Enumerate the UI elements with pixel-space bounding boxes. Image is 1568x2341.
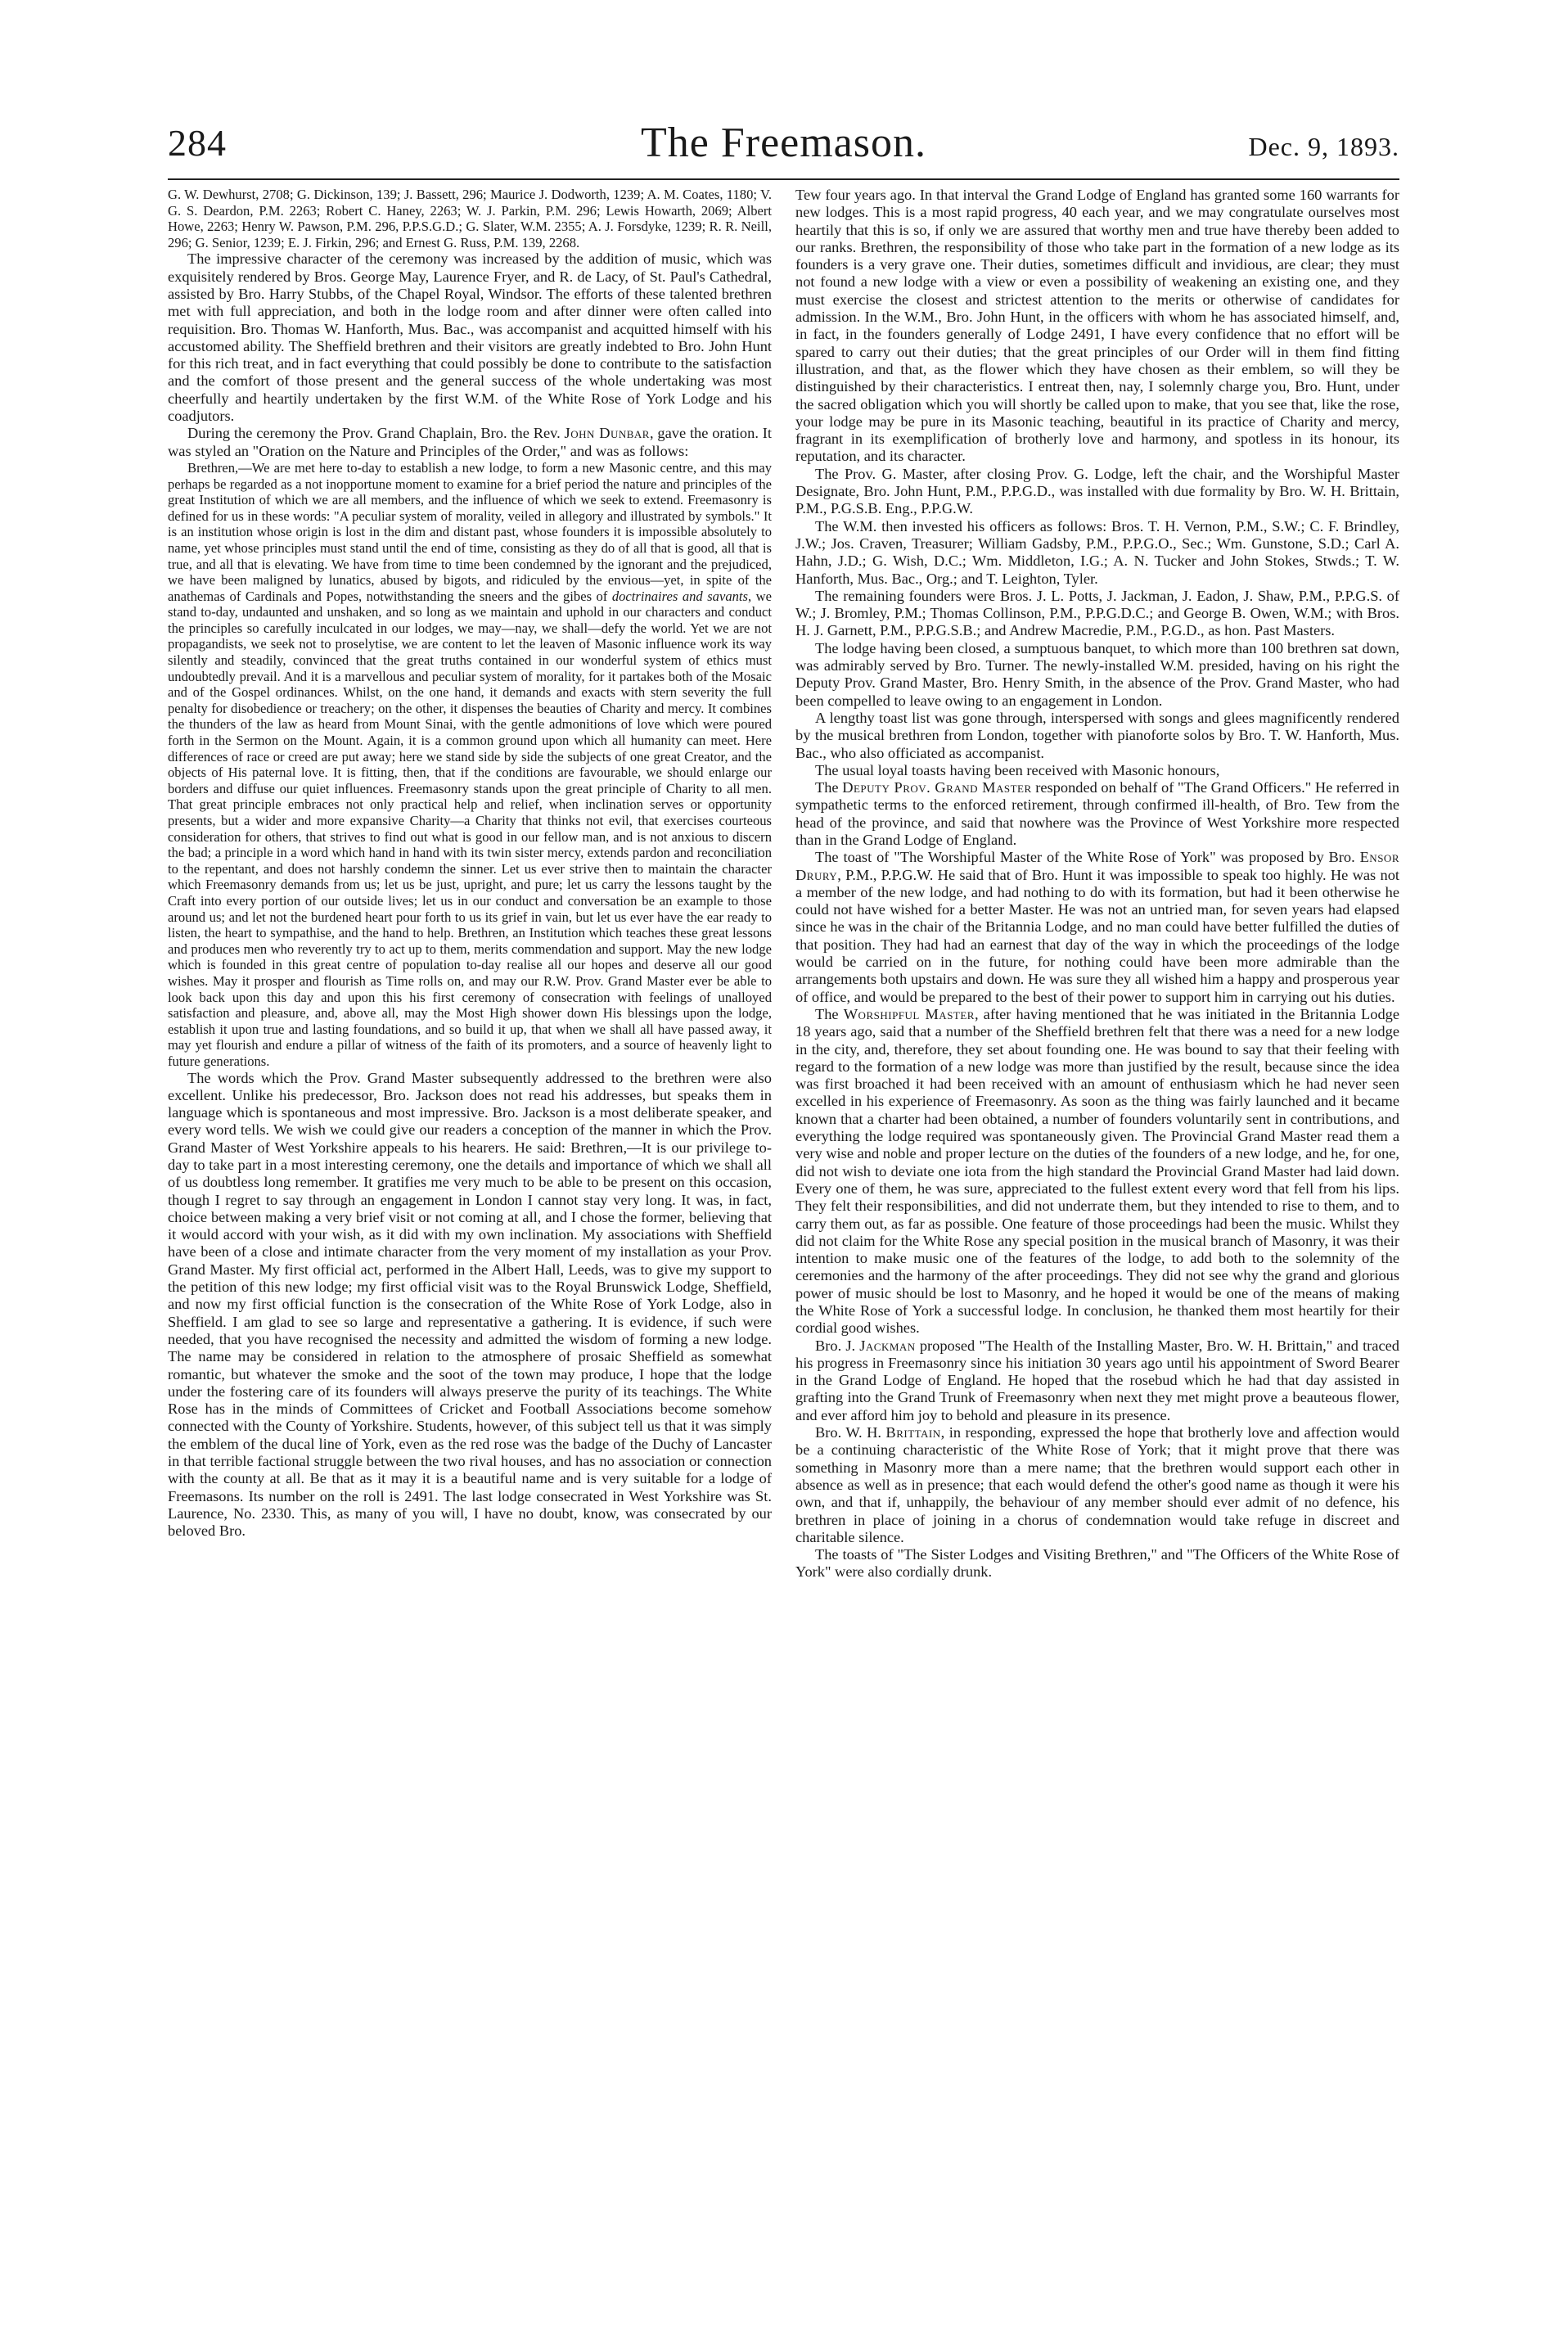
- paragraph-founders: The remaining founders were Bros. J. L. Potts, J. Jackman, J. Eadon, J. Shaw, P.M., P.P.G.S. of W.; J. Bromley, P.M.; Thomas Collinson, P.M., P.P.G.D.C.; and George B. Owen, W.M.; with Bros. H. J. Garnett, P.M., P.P.G.S.B.; and Andrew Macredie, P.M., P.G.D., as hon. Past Masters.: [795, 587, 1399, 639]
- page-number: 284: [168, 122, 227, 164]
- text-run: , we stand to-day, undaunted and unshaken, and so long as we maintain and uphold in our characters and conduct the principles so carefully inculcated in our lodges, we may—nay, we shall—defy the world. Yet we are not propagandists, we seek not to proselytise, we are content to let the leaven of Masonic influence work its way silently and steadily, convinced that the great truths contained in our wonderful system of ethics must undoubtedly prevail. And it is a marvellous and peculiar system of morality, for it partakes both of the Mosaic and of the Gospel ordinances. Whilst, on the one hand, it demands and exacts with stern severity the full penalty for disobedience or treachery; on the other, it dispenses the beauties of Charity and mercy. It combines the thunders of the law as heard from Mount Sinai, with the gentle admonitions of love which were poured forth in the Sermon on the Mount. Again, it is a common ground upon which all humanity can meet. Here differences of race or creed are put away; here we stand side by side the subjects of one great Creator, and the objects of His paternal love. It is fitting, then, that if the conditions are favourable, we should enlarge our borders and diffuse our quiet influences. Freemasonry stands upon the great principle of Charity to all men. That great principle embraces not only practical help and relief, when inclination serves or opportunity presents, but a wider and more expansive Charity—a Charity that thinks not evil, that exercises courteous consideration for others, that strives to find out what is good in our fellow man, and is not anxious to discern the bad; a principle in a word which hand in hand with its twin sister mercy, extends pardon and reconciliation to the repentant, and does not harshly condemn the sinner. Let us ever strive then to maintain the character which Freemasonry demands from us; let us be just, upright, and pure; let us carry the lessons taught by the Craft into every portion of our outside lives; let us in our conduct and conversation be an example to those around us; and let not the burdened heart pour forth to us its grief in vain, but let us ever have the ear ready to listen, the heart to sympathise, and the hand to help. Brethren, an Institution which teaches these great lessons and produces men who reverently try to act up to them, merits commendation and support. May the new lodge which is founded in this great centre of population to-day realise all our hopes and deserve all our good wishes. May it prosper and flourish as Time rolls on, and may our R.W. Prov. Grand Master ever be able to look back upon this day and upon this his first ceremony of consecration with feelings of unalloyed satisfaction and pleasure, and, above all, may the Most High shower down His blessings upon the lodge, establish it upon true and lasting foundations, and so build it up, that when we shall all have passed away, it may yet flourish and endure a pillar of witness of the faith of its promoters, and a source of heavenly light to future generations.: [168, 588, 772, 1069]
- text-run: Bro. W. H.: [815, 1424, 886, 1441]
- speaker-name: Brittain: [885, 1424, 941, 1441]
- text-run: proposed "The Health of the Installing Master, Bro. W. H. Brittain," and traced his progress in Freemasonry since his initiation 30 years ago until his appointment of Sword Bearer in the Grand Lodge of England. He hoped that the rosebud which he had that day assisted in grafting into the Grand Trunk of Freemasonry when next they met might prove a beauteous flower, and ever afford him joy to behold and pleasure in its presence.: [795, 1337, 1399, 1423]
- paragraph-music: The impressive character of the ceremony was increased by the addition of music, which was exquisitely rendered by Bros. George May, Laurence Fryer, and R. de Lacy, of St. Paul's Cathedral, assisted by Bro. Harry Stubbs, of the Chapel Royal, Windsor. The efforts of these talented brethren met with full appreciation, and both in the lodge room and after dinner were often called into requisition. Bro. Thomas W. Hanforth, Mus. Bac., was accompanist and acquitted himself with his accustomed ability. The Sheffield brethren and their visitors are greatly indebted to Bro. John Hunt for this rich treat, and in fact everything that could possibly be done to contribute to the satisfaction and the comfort of those present and the general success of the whole undertaking was most cheerfully and heartily undertaken by the first W.M. of the White Rose of York Lodge and his coadjutors.: [168, 250, 772, 425]
- text-run: The: [815, 779, 843, 796]
- left-column: [168, 187, 772, 2249]
- paragraph-installation: The Prov. G. Master, after closing Prov. G. Lodge, left the chair, and the Worshipful Master Designate, Bro. John Hunt, P.M., P.P.G.D., was installed with due formality by Bro. W. H. Brittain, P.M., P.G.S.B. Eng., P.P.G.W.: [795, 465, 1399, 517]
- paragraph-brittain-response: [795, 1424, 1399, 1546]
- text-run: , after having mentioned that he was initiated in the Britannia Lodge 18 years ago, said that a number of the Sheffield brethren felt that there was a need for a new lodge in the city, and, therefore, they set about founding one. He was bound to say that their feeling with regard to the formation of a new lodge was more than justified by the result, because since the idea was first broached it had been received with an amount of enthusiasm which he had never seen excelled in his experience of Freemasonry. As soon as the thing was fairly launched and it became known that a charter had been obtained, a number of founders voluntarily sent in contributions, and everything the lodge required was spontaneously given. The Provincial Grand Master read them a very wise and noble and proper lecture on the duties of the founders of a new lodge, and he, for one, did not wish to deviate one iota from the high standard the Provincial Grand Master had laid down. Every one of them, he was sure, appreciated to the fullest extent every word that fell from his lips. They felt their responsibilities, and did not underrate them, but they intended to rise to them, and to carry them out, as far as possible. One feature of those proceedings had been the music. Whilst they did not claim for the White Rose any special position in the musical branch of Masonry, it was their intention to make music one of the features of the lodge, to add both to the solemnity of the ceremonies and the harmony of the after proceedings. They did not see why the grand and glorious power of music should be lost to Masonry, and he hoped it would be one of the means of making the White Rose of York a successful lodge. In conclusion, he thanked them most heartily for their cordial good wishes.: [795, 1005, 1399, 1337]
- text-run: responded on behalf of "The Grand Officers." He referred in sympathetic terms to the enforced retirement, through confirmed ill-health, of Bro. Tew from the head of the province, and said that nowhere was the Province of West Yorkshire more respected than in the Grand Lodge of England.: [795, 779, 1399, 848]
- newspaper-title: The Freemason.: [640, 120, 926, 166]
- paragraph-address-continued: Tew four years ago. In that interval the Grand Lodge of England has granted some 160 warrants for new lodges. This is a most rapid progress, 40 each year, and we may congratulate ourselves most heartily that this is so, if only we are assured that worthy men and true have thereby been added to our ranks. Brethren, the responsibility of those who take part in the formation of a new lodge as its founders is a very grave one. Their duties, sometimes difficult and invidious, are clear; they must not found a new lodge with a view or even a possibility of weakening an existing one, and they must exercise the closest and strictest attention to the merits or otherwise of candidates for admission. In the W.M., Bro. John Hunt, in the officers with whom he has associated himself, and, in fact, in the founders generally of Lodge 2491, I have every confidence that no effort will be spared to carry out their duties; that the great principles of our Order will in them find fitting illustration, and that, as the flower which they have chosen as their emblem, so will they be distinguished by their characteristics. I entreat then, nay, I solemnly charge you, Bro. Hunt, under the sacred obligation which you will shortly be called upon to make, that you see that, like the rose, your lodge may be pure in its Masonic teaching, beautiful in its practice of Charity and mercy, fragrant in its exemplification of brotherly love and harmony, and spotless in its honour, its reputation, and its character.: [795, 187, 1399, 465]
- header-rule: [168, 178, 1399, 180]
- right-column: [795, 187, 1399, 2249]
- attendee-list: G. W. Dewhurst, 2708; G. Dickinson, 139; J. Bassett, 296; Maurice J. Dodworth, 1239; A. M. Coates, 1180; V. G. S. Deardon, P.M. 2263; Robert C. Haney, 2263; W. J. Parkin, P.M. 296; Lewis Howarth, 2069; Albert Howe, 2263; Henry W. Pawson, P.M. 296, P.P.S.G.D.; G. Slater, W.M. 2355; A. J. Forsdyke, 1239; R. R. Neill, 296; G. Senior, 1239; E. J. Firkin, 296; and Ernest G. Russ, P.M. 139, 2268.: [168, 187, 772, 250]
- speaker-name: Worshipful Master: [843, 1005, 975, 1022]
- paragraph-officers: The W.M. then invested his officers as follows: Bros. T. H. Vernon, P.M., S.W.; C. F. Brindley, J.W.; Jos. Craven, Treasurer; William Gadsby, P.M., P.P.G.O., Sec.; Wm. Gunstone, S.D.; Carl A. Hahn, J.D.; G. Wish, D.C.; Wm. Middleton, I.G.; A. N. Tucker and John Stokes, Stwds.; T. W. Hanforth, Mus. Bac., Org.; and T. Leighton, Tyler.: [795, 517, 1399, 587]
- paragraph-oration-intro: [168, 425, 772, 460]
- chaplain-name: John Dunbar: [564, 425, 650, 442]
- paragraph-deputy-response: [795, 779, 1399, 849]
- paragraph-banquet: The lodge having been closed, a sumptuous banquet, to which more than 100 brethren sat down, was admirably served by Bro. Turner. The newly-installed W.M. presided, having on his right the Deputy Prov. Grand Master, Bro. Henry Smith, in the absence of the Prov. Grand Master, who had been compelled to leave owing to an engagement in London.: [795, 639, 1399, 709]
- speaker-name: Ensor Drury: [795, 849, 1399, 883]
- paragraph-loyal-toasts: The usual loyal toasts having been received with Masonic honours,: [815, 761, 1220, 778]
- speaker-name: Deputy Prov. Grand Master: [842, 779, 1032, 796]
- text-run: The toast of "The Worshipful Master of the White Rose of York" was proposed by Bro.: [815, 849, 1360, 866]
- oration-text: [168, 460, 772, 1070]
- paragraph-closing-toasts: The toasts of "The Sister Lodges and Visiting Brethren," and "The Officers of the White Rose of York" were also cordially drunk.: [795, 1546, 1399, 1581]
- paragraph-installing-master-toast: [795, 1337, 1399, 1424]
- text-run: Brethren,—We are met here to-day to establish a new lodge, to form a new Masonic centre, and this may perhaps be regarded as a not inopportune moment to examine for a brief period the nature and principles of the great Institution of which we are all members, and the influence of which we seek to extend. Freemasonry is defined for us in these words: "A peculiar system of morality, veiled in allegory and illustrated by symbols." It is an institution whose origin is lost in the dim and distant past, whose founders it is impossible absolutely to name, yet whose principles must stand until the end of time, consisting as they do of all that is good, all that is true, and all that is elevating. We have from time to time been condemned by the ignorant and the prejudiced, we have been maligned by lunatics, abused by bigots, and ridiculed by the envious—yet, in spite of the anathemas of Cardinals and Popes, notwithstanding the sneers and the gibes of: [168, 459, 772, 604]
- masthead: [168, 119, 1399, 176]
- italic-phrase: doctrinaires and savants: [611, 588, 748, 604]
- paragraph-master-toast: [795, 849, 1399, 1006]
- issue-date: Dec. 9, 1893.: [1248, 132, 1399, 161]
- text-run: , gave the oration. It was styled an "Oration on the Nature and Principles of the Order," and was as follows:: [168, 425, 772, 459]
- speaker-name: Jackman: [859, 1337, 916, 1354]
- paragraph-master-reply: [795, 1006, 1399, 1337]
- text-run: The: [815, 1005, 844, 1022]
- text-run: Bro. J.: [815, 1337, 860, 1354]
- text-run: , in responding, expressed the hope that brotherly love and affection would be a continuing characteristic of the White Rose of York; that it might prove that there was something in Masonry more than a mere name; that the brethren would support each other in absence as well as in presence; that each would defend the other's good name as though it were his own, and that if, unhappily, the behaviour of any member should ever admit of no defence, his brethren in place of joining in a chorus of condemnation would take refuge in discreet and charitable silence.: [795, 1424, 1399, 1545]
- text-run: , P.M., P.P.G.W. He said that of Bro. Hunt it was impossible to speak too highly. He was not a member of the new lodge, and had nothing to do with its formation, but had it been otherwise he could not have wished for a better Master. He was not an untried man, for seven years had elapsed since he was in the chair of the Britannia Lodge, and no man could have better fulfilled the duties of that position. They had had an earnest that day of the way in which the proceedings of the lodge would be carried on in the future, for nothing could have been more admirable than the arrangements both upstairs and down. He was sure they all wished him a happy and prosperous year of office, and would be prepared to the best of their power to support him in carrying out his duties.: [795, 866, 1399, 1005]
- text-run: During the ceremony the Prov. Grand Chaplain, Bro. the Rev.: [187, 425, 565, 442]
- paragraph-grand-master-address: The words which the Prov. Grand Master subsequently addressed to the brethren were also excellent. Unlike his predecessor, Bro. Jackson does not read his addresses, but speaks them in language which is spontaneous and most impressive. Bro. Jackson is a most deliberate speaker, and every word tells. We wish we could give our readers a conception of the manner in which the Prov. Grand Master of West Yorkshire appeals to his hearers. He said: Brethren,—It is our privilege to-day to take part in a most interesting ceremony, one the details and importance of which we shall all of us doubtless long remember. It gratifies me very much to be able to be present on this occasion, though I regret to say through an engagement in London I cannot stay very long. It was, in fact, choice between making a very brief visit or not coming at all, and I chose the former, believing that it would accord with your wish, as it did with my own inclination. My associations with Sheffield have been of a close and intimate character from the very moment of my installation as your Prov. Grand Master. My first official act, performed in the Albert Hall, Leeds, was to give my support to the petition of this new lodge; my first official visit was to the Royal Brunswick Lodge, Sheffield, and now my first official function is the consecration of the White Rose of York Lodge, also in Sheffield. I am glad to see so large and representative a gathering. It is evidence, if such were needed, that you have recognised the necessity and admitted the wisdom of forming a new lodge. The name may be considered in relation to the atmosphere of prosaic Sheffield as somewhat romantic, but whatever the smoke and the soot of the town may produce, I hope that the lodge under the fostering care of its founders will always preserve the purity of its teachings. The White Rose has in the minds of Committees of Cricket and Football Associations become somehow connected with the County of Yorkshire. Students, however, of this subject tell us that it was simply the emblem of the ducal line of York, even as the red rose was the badge of the Duchy of Lancaster in that terrible factional struggle between the two rival houses, and has no association or connection with the county at all. Be that as it may it is a beautiful name and is very suitable for a lodge of Freemasons. Its number on the roll is 2491. The last lodge consecrated in West Yorkshire was St. Laurence, No. 2330. This, as many of you will, I have no doubt, know, was consecrated by our beloved Bro.: [168, 1069, 772, 1540]
- paragraph-toast-list: A lengthy toast list was gone through, interspersed with songs and glees magnificently rendered by the musical brethren from London, together with pianoforte solos by Bro. T. W. Hanforth, Mus. Bac., who also officiated as accompanist.: [795, 709, 1399, 761]
